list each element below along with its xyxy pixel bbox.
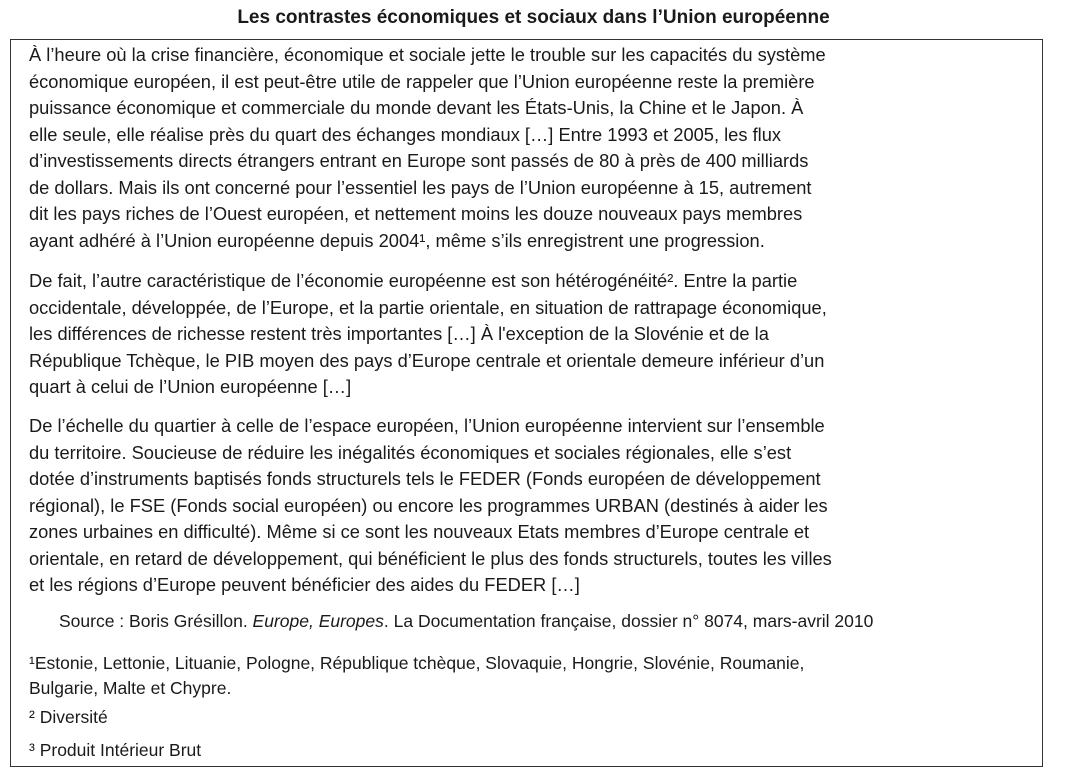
source-citation: [59, 609, 873, 633]
text-line: Bulgarie, Malte et Chypre.: [29, 678, 232, 698]
source-prefix: Source : Boris Grésillon.: [59, 611, 253, 631]
text-line: De l’échelle du quartier à celle de l’espace européen, l’Union européenne intervient sur l’ensemble: [29, 415, 825, 436]
text-line: économique européen, il est peut-être utile de rappeler que l’Union européenne reste la première: [29, 70, 815, 92]
document-frame: [10, 39, 1043, 767]
text-line: régional), le FSE (Fonds social européen) ou encore les programmes URBAN (destinés à aider les: [29, 494, 828, 516]
text-line: quart à celui de l’Union européenne […]: [29, 376, 352, 397]
footnote-2: [29, 705, 108, 730]
text-line: ¹Estonie, Lettonie, Lituanie, Pologne, République tchèque, Slovaquie, Hongrie, Slovénie, Roumanie,: [29, 653, 805, 673]
text-line: elle seule, elle réalise près du quart des échanges mondiaux […] Entre 1993 et 2005, les flux: [29, 123, 782, 145]
text-line: occidentale, développée, de l’Europe, et la partie orientale, en situation de rattrapage économique,: [29, 296, 827, 318]
text-line: De fait, l’autre caractéristique de l’économie européenne est son hétérogénéité². Entre la partie: [29, 270, 798, 291]
text-line: orientale, en retard de développement, qui bénéficient le plus des fonds structurels, toutes les villes: [29, 547, 832, 569]
paragraph-1: [29, 42, 1049, 254]
text-line: de dollars. Mais ils ont concerné pour l’essentiel les pays de l’Union européenne à 15, autrement: [29, 176, 812, 198]
text-line: À l’heure où la crise financière, économique et sociale jette le trouble sur les capacités du système: [29, 44, 826, 65]
text-line: puissance économique et commerciale du monde devant les États-Unis, la Chine et le Japon. À: [29, 97, 804, 118]
document-title: Les contrastes économiques et sociaux dans l’Union européenne: [237, 7, 830, 28]
paragraph-2: [29, 268, 1049, 401]
footnote-3: [29, 738, 201, 763]
text-line: les différences de richesse restent très importantes […] À l'exception de la Slovénie et de la: [29, 323, 769, 344]
text-line: ayant adhéré à l’Union européenne depuis 2004¹, même s’ils enregistrent une progression.: [29, 229, 765, 251]
text-line: dit les pays riches de l’Ouest européen, et nettement moins les douze nouveaux pays membres: [29, 203, 803, 224]
text-line: dotée d’instruments baptisés fonds structurels tels le FEDER (Fonds européen de développement: [29, 468, 821, 489]
source-work-title: Europe, Europes: [252, 611, 384, 631]
text-line: ² Diversité: [29, 707, 108, 727]
text-line: zones urbaines en difficulté). Même si ce sont les nouveaux Etats membres d’Europe centrale et: [29, 521, 810, 542]
footnote-1: [29, 651, 804, 701]
text-line: ³ Produit Intérieur Brut: [29, 740, 202, 760]
text-line: du territoire. Soucieuse de réduire les inégalités économiques et sociales régionales, elle s’est: [29, 441, 792, 463]
source-suffix: . La Documentation française, dossier n° 8074, mars-avril 2010: [383, 611, 874, 631]
text-line: d’investissements directs étrangers entrant en Europe sont passés de 80 à près de 400 milliards: [29, 150, 809, 171]
text-line: République Tchèque, le PIB moyen des pays d’Europe centrale et orientale demeure inférieur d’un: [29, 349, 825, 371]
text-line: et les régions d’Europe peuvent bénéficier des aides du FEDER […]: [29, 574, 580, 595]
paragraph-3: [29, 413, 1049, 599]
